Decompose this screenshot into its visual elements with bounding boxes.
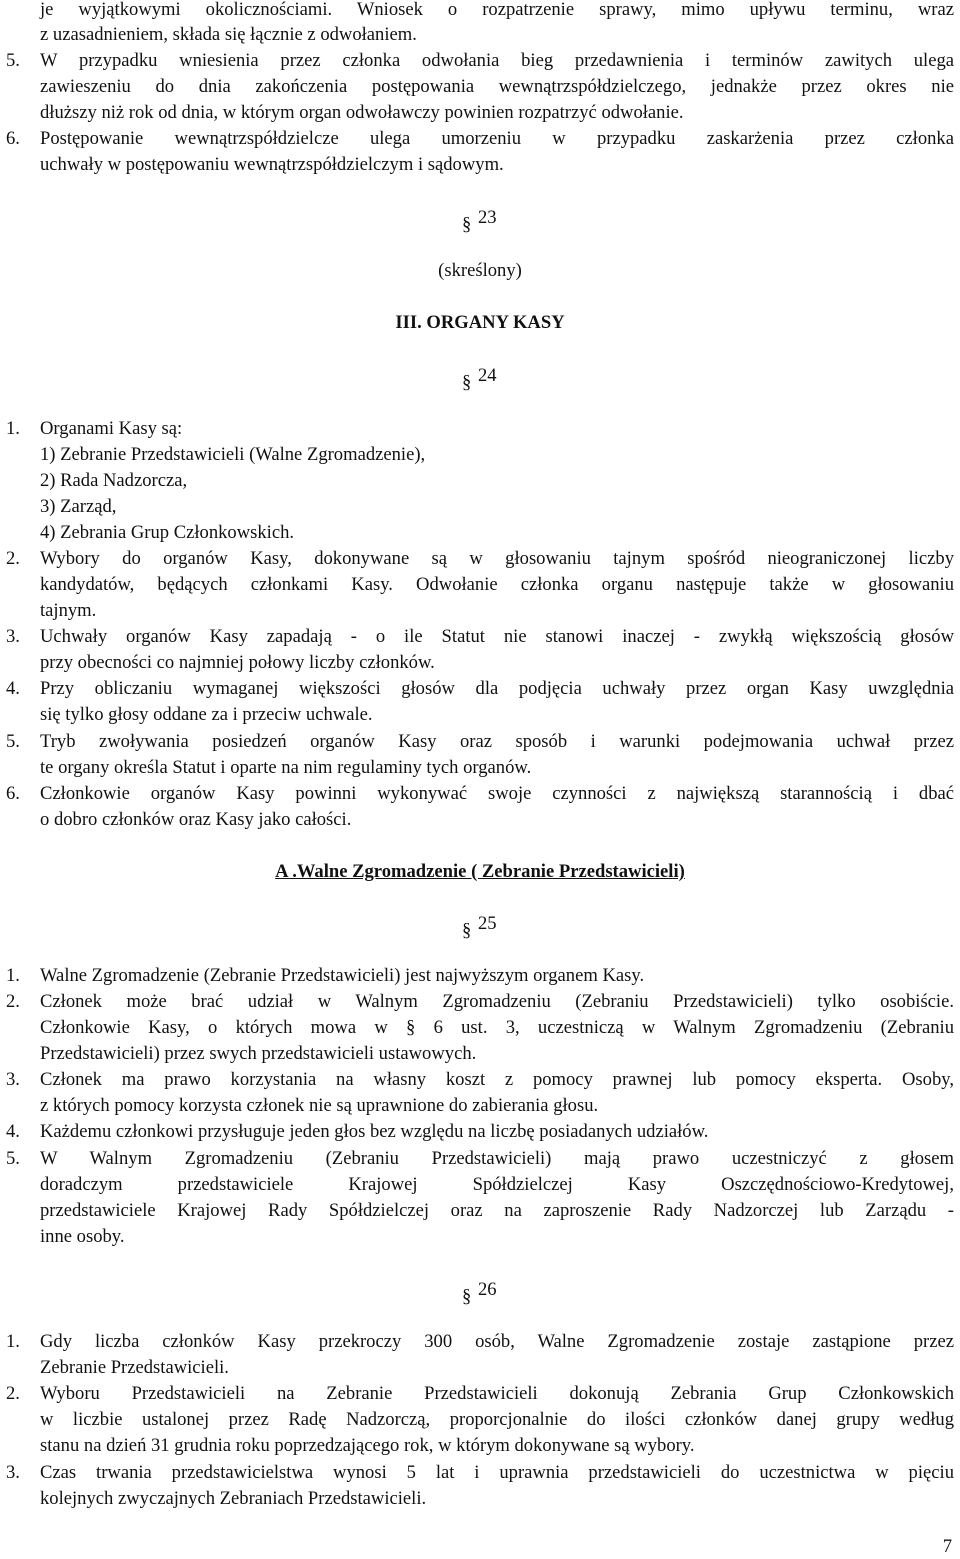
text-line: z których pomocy korzysta członek nie są uprawnione do zabierania głosu. (40, 1095, 599, 1116)
text-line: Tryb zwoływania posiedzeń organów Kasy oraz sposób i warunki podejmowania uchwał przez (40, 731, 954, 752)
section-number: 26 (478, 1279, 497, 1300)
section-sign: § (462, 214, 472, 235)
text-line: Uchwały organów Kasy zapadają - o ile Statut nie stanowi inaczej - zwykłą większością głosów (40, 626, 954, 647)
text-line: Każdemu członkowi przysługuje jeden głos bez względu na liczbę posiadanych udziałów. (40, 1121, 709, 1142)
item-number: 1. (6, 418, 20, 439)
text-line: inne osoby. (40, 1226, 125, 1247)
text-line: doradczym przedstawiciele Krajowej Spółdzielczej Kasy Oszczędnościowo-Kredytowej, (40, 1174, 954, 1195)
item-number: 1. (6, 965, 20, 986)
section-sign: § (462, 372, 472, 393)
text-line: je wyjątkowymi okolicznościami. Wniosek o rozpatrzenie sprawy, mimo upływu terminu, wraz (40, 0, 954, 20)
text-line: Przedstawicieli) przez swych przedstawicieli ustawowych. (40, 1043, 477, 1064)
text-line: Przy obliczaniu wymaganej większości głosów dla podjęcia uchwały przez organ Kasy uwzględnia (40, 678, 954, 699)
item-number: 4. (6, 1121, 20, 1142)
list-item: 2) Rada Nadzorcza, (40, 470, 188, 491)
section-sign: § (462, 1286, 472, 1307)
text-line: dłuższy niż rok od dnia, w którym organ odwoławczy powinien rozpatrzyć odwołanie. (40, 102, 684, 123)
item-number: 5. (6, 1148, 20, 1169)
text-line: te organy określa Statut i oparte na nim regulaminy tych organów. (40, 757, 532, 778)
text-line: Czas trwania przedstawicielstwa wynosi 5 lat i uprawnia przedstawicieli do uczestnictwa w pięciu (40, 1462, 954, 1483)
text-line: Gdy liczba członków Kasy przekroczy 300 osób, Walne Zgromadzenie zostaje zastąpione przez (40, 1331, 954, 1352)
item-number: 4. (6, 678, 20, 699)
item-number: 3. (6, 626, 20, 647)
text-line: przedstawiciele Krajowej Rady Spółdzielczej oraz na zaproszenie Rady Nadzorczej lub Zarządu - (40, 1200, 954, 1221)
list-item: 4) Zebrania Grup Członkowskich. (40, 522, 295, 543)
text-line: Członkowie organów Kasy powinni wykonywać swoje czynności z największą starannością i dbać (40, 783, 954, 804)
section-number: 24 (478, 365, 497, 386)
text-line: z uzasadnieniem, składa się łącznie z odwołaniem. (40, 24, 417, 45)
text-line (40, 1015, 954, 1041)
text-line: się tylko głosy oddane za i przeciw uchwale. (40, 704, 373, 725)
item-number: 6. (6, 128, 20, 149)
section-note: (skreślony) (438, 260, 522, 281)
section-number: 25 (478, 913, 497, 934)
text-line: uchwały w postępowaniu wewnątrzspółdzielczym i sądowym. (40, 154, 504, 175)
text-line: W przypadku wniesienia przez członka odwołania bieg przedawnienia i terminów zawitych ulega (40, 50, 954, 71)
item-number: 2. (6, 548, 20, 569)
section-sign: § (462, 920, 472, 941)
text-line: Organami Kasy są: (40, 418, 183, 439)
item-number: 6. (6, 783, 20, 804)
text-line: kolejnych zwyczajnych Zebraniach Przedstawicieli. (40, 1488, 427, 1509)
text-line: zawieszeniu do dnia zakończenia postępowania wewnątrzspółdzielczego, jednakże przez okres nie (40, 76, 954, 97)
subsection-heading: A .Walne Zgromadzenie ( Zebranie Przedstawicieli) (275, 861, 685, 882)
text-line: W Walnym Zgromadzeniu (Zebraniu Przedstawicieli) mają prawo uczestniczyć z głosem (40, 1148, 954, 1169)
text-line: Wybory do organów Kasy, dokonywane są w głosowaniu tajnym spośród nieograniczonej liczby (40, 548, 954, 569)
list-item: 1) Zebranie Przedstawicieli (Walne Zgromadzenie), (40, 444, 426, 465)
section-number: 23 (478, 207, 497, 228)
item-number: 5. (6, 50, 20, 71)
text-line: tajnym. (40, 600, 97, 621)
chapter-heading: III. ORGANY KASY (395, 312, 565, 333)
text-line: kandydatów, będących członkami Kasy. Odwołanie członka organu następuje także w głosowaniu (40, 574, 954, 595)
item-number: 2. (6, 1383, 20, 1404)
item-number: 5. (6, 731, 20, 752)
text-line: Zebranie Przedstawicieli. (40, 1357, 229, 1378)
page-number: 7 (942, 1536, 952, 1557)
text-line: Walne Zgromadzenie (Zebranie Przedstawicieli) jest najwyższym organem Kasy. (40, 965, 645, 986)
section-sign: § (406, 1017, 416, 1038)
text-line: stanu na dzień 31 grudnia roku poprzedzającego rok, w którym dokonywane są wybory. (40, 1435, 695, 1456)
item-number: 1. (6, 1331, 20, 1352)
list-item: 3) Zarząd, (40, 496, 117, 517)
text-line: Członek ma prawo korzystania na własny koszt z pomocy prawnej lub pomocy eksperta. Osoby, (40, 1069, 954, 1090)
text-line: Członek może brać udział w Walnym Zgromadzeniu (Zebraniu Przedstawicieli) tylko osobiście. (40, 991, 954, 1012)
text-line: Postępowanie wewnątrzspółdzielcze ulega umorzeniu w przypadku zaskarżenia przez członka (40, 128, 954, 149)
text-line: Wyboru Przedstawicieli na Zebranie Przedstawicieli dokonują Zebrania Grup Członkowskich (40, 1383, 954, 1404)
item-number: 2. (6, 991, 20, 1012)
text-fragment: 6 ust. 3, uczestniczą w Walnym Zgromadzeniu (Zebraniu (433, 1017, 954, 1038)
text-fragment: Członkowie Kasy, o których mowa w (40, 1017, 388, 1038)
text-line: o dobro członków oraz Kasy jako całości. (40, 809, 352, 830)
text-line: w liczbie ustalonej przez Radę Nadzorczą, proporcjonalnie do ilości członków danej grupy według (40, 1409, 954, 1430)
text-line: przy obecności co najmniej połowy liczby członków. (40, 652, 435, 673)
item-number: 3. (6, 1462, 20, 1483)
item-number: 3. (6, 1069, 20, 1090)
